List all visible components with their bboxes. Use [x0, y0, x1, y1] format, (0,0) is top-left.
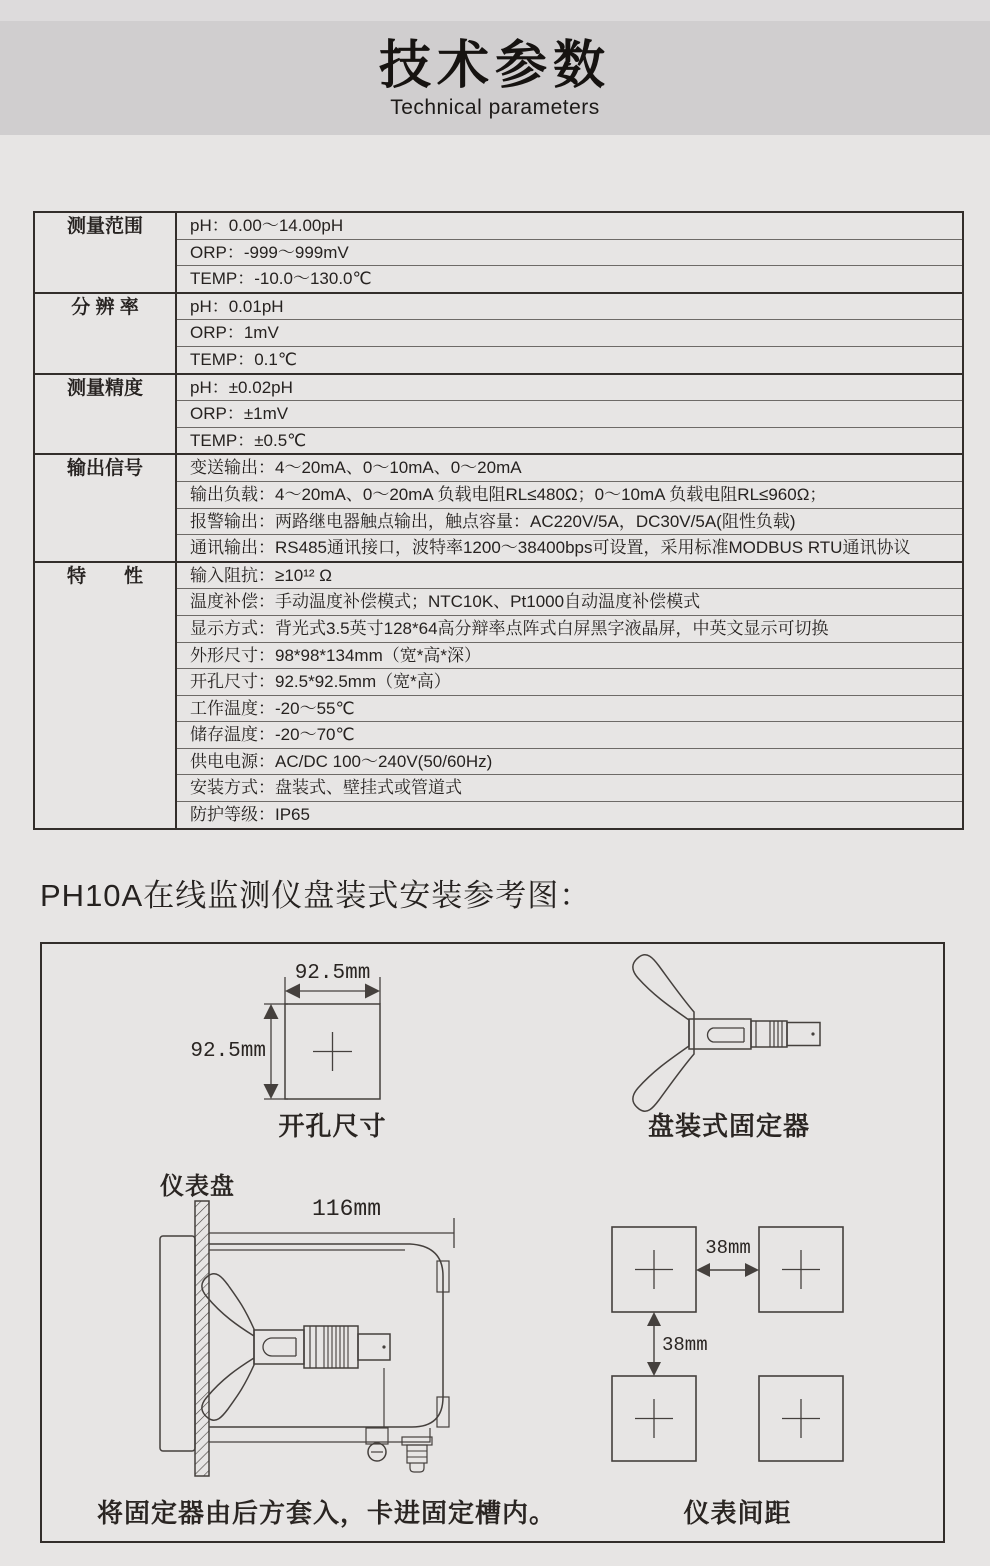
spec-table [33, 211, 964, 830]
table-row: pH：0.00～14.00pH [190, 216, 344, 235]
row-group-label: 测量范围 [66, 216, 143, 237]
cutout-size-diagram [264, 977, 381, 1099]
page-title: 技术参数 [378, 36, 611, 95]
panel-label: 仪表盘 [160, 1173, 235, 1200]
table-row: 变送输出：4～20mA、0～10mA、0～20mA [190, 458, 522, 478]
row-group-rows [175, 563, 962, 828]
table-row: TEMP：-10.0～130.0℃ [177, 265, 962, 292]
side-view-diagram [160, 1201, 454, 1476]
sideview-caption: 将固定器由后方套入，卡进固定槽内。 [97, 1498, 557, 1528]
table-row: 输出负载：4～20mA、0～20mA 负载电阻RL≤480Ω；0～10mA 负载电阻RL≤960Ω； [177, 481, 962, 508]
table-row: 防护等级：IP65 [177, 801, 962, 828]
row-group-rows [175, 294, 962, 373]
table-group-resolution [35, 292, 962, 373]
table-row: 供电电源：AC/DC 100～240V(50/60Hz) [177, 748, 962, 775]
table-row: 储存温度：-20～70℃ [177, 721, 962, 748]
row-group-label: 特 性 [66, 565, 143, 587]
table-row: pH：0.01pH [190, 296, 284, 316]
cutout-caption: 开孔尺寸 [278, 1111, 387, 1141]
spacing-caption: 仪表间距 [683, 1498, 792, 1528]
table-row: TEMP：±0.5℃ [177, 427, 962, 454]
table-row: ORP：-999～999mV [177, 239, 962, 266]
table-row: 输入阻抗：≥10¹² Ω [190, 565, 332, 585]
table-row: 温度补偿：手动温度补偿模式；NTC10K、Pt1000自动温度补偿模式 [177, 588, 962, 615]
installation-diagram-art [42, 944, 943, 1541]
table-row: 外形尺寸：98*98*134mm（宽*高*深） [177, 642, 962, 669]
table-row: ORP：1mV [177, 319, 962, 346]
table-row: 报警输出：两路继电器触点输出，触点容量：AC220V/5A，DC30V/5A(阻性负载) [177, 508, 962, 535]
row-group-rows [175, 455, 962, 560]
table-row: TEMP：0.1℃ [177, 346, 962, 373]
page-subtitle: Technical parameters [390, 96, 600, 120]
installation-diagram-box [40, 942, 945, 1543]
cutout-height-label: 92.5mm [190, 1040, 266, 1063]
table-row: pH：±0.02pH [190, 377, 293, 397]
row-group-label: 分 辨 率 [71, 296, 139, 318]
fixer-caption: 盘装式固定器 [647, 1111, 810, 1141]
table-group-characteristics [35, 561, 962, 828]
table-row: 通讯输出：RS485通讯接口，波特率1200～38400bps可设置，采用标准MODBUS RTU通讯协议 [177, 534, 962, 561]
section-heading: PH10A在线监测仪盘装式安装参考图： [40, 878, 592, 913]
table-row: 显示方式：背光式3.5英寸128*64高分辩率点阵式白屏黑字液晶屏，中英文显示可切换 [177, 615, 962, 642]
spacing-v-gap-label: 38mm [662, 1334, 708, 1356]
row-group-rows [175, 213, 962, 292]
spacing-diagram [612, 1227, 843, 1461]
sideview-width-label: 116mm [311, 1196, 381, 1222]
table-group-accuracy [35, 373, 962, 454]
row-group-rows [175, 375, 962, 454]
table-group-measure-range [35, 213, 962, 292]
panel-fixer-diagram [633, 955, 820, 1112]
title-band [0, 21, 990, 135]
table-row: 安装方式：盘装式、壁挂式或管道式 [177, 774, 962, 801]
row-group-label: 输出信号 [66, 458, 143, 480]
table-row: 开孔尺寸：92.5*92.5mm（宽*高） [177, 668, 962, 695]
spacing-h-gap-label: 38mm [705, 1237, 751, 1259]
table-row: 工作温度：-20～55℃ [177, 695, 962, 722]
table-row: ORP：±1mV [177, 400, 962, 427]
table-group-output-signal [35, 453, 962, 560]
top-strip [0, 0, 990, 21]
row-group-label: 测量精度 [66, 377, 143, 399]
cutout-width-label: 92.5mm [294, 962, 371, 985]
